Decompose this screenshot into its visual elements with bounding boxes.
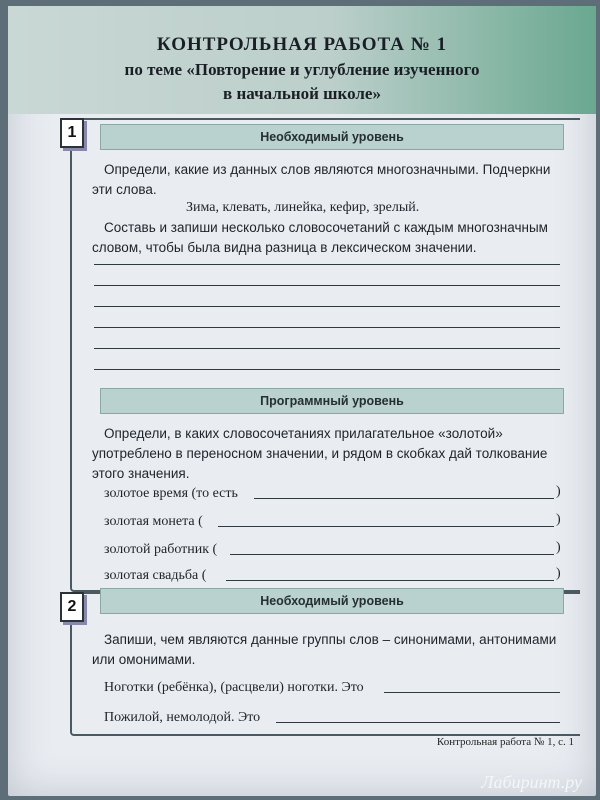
task1-level-program: Программный уровень: [100, 388, 564, 414]
task2-level-basic: Необходимый уровень: [100, 588, 564, 614]
answer-line[interactable]: [254, 498, 554, 499]
task2-line2: Пожилой, немолодой. Это: [104, 710, 261, 725]
title-band: [8, 6, 596, 114]
answer-line[interactable]: [94, 348, 560, 349]
task1-instruction: Определи, какие из данных слов являются многозначными. Подчеркни эти слова.: [92, 162, 551, 197]
phrase-golden-worker: золотой работник (: [104, 542, 218, 557]
page-subtitle-line1: по теме «Повторение и углубление изученного: [124, 60, 480, 79]
answer-line[interactable]: [226, 580, 554, 581]
close-paren: ): [556, 484, 561, 499]
phrase-golden-wedding: золотая свадьба (: [104, 568, 207, 583]
answer-line[interactable]: [94, 264, 560, 265]
task1-words: Зима, клевать, линейка, кефир, зрелый.: [186, 200, 420, 215]
page-title: КОНТРОЛЬНАЯ РАБОТА № 1: [156, 34, 448, 55]
page-subtitle-line2: в начальной школе»: [223, 84, 381, 103]
close-paren: ): [556, 540, 561, 555]
workbook-page: [8, 6, 596, 796]
task1-level-basic: Необходимый уровень: [100, 124, 564, 150]
page-footer: Контрольная работа № 1, с. 1: [436, 736, 574, 748]
answer-line[interactable]: [230, 554, 554, 555]
task1-instruction3: Определи, в каких словосочетаниях прилагательное «золотой» употреблено в переносном значении, и рядом в скобках дай толкование этого значения.: [92, 426, 548, 481]
answer-line[interactable]: [94, 285, 560, 286]
answer-line[interactable]: [94, 306, 560, 307]
task1-number: 1: [60, 118, 84, 148]
task2-line1: Ноготки (ребёнка), (расцвели) ноготки. Это: [104, 680, 364, 695]
close-paren: ): [556, 566, 561, 581]
phrase-golden-time: золотое время (то есть: [104, 486, 238, 501]
task2-instruction: Запиши, чем являются данные группы слов – синонимами, антонимами или омонимами.: [92, 632, 557, 667]
answer-line[interactable]: [276, 722, 560, 723]
phrase-golden-coin: золотая монета (: [104, 514, 203, 529]
watermark: Лабиринт.ру: [481, 772, 582, 792]
task2-number: 2: [60, 592, 84, 622]
answer-line[interactable]: [384, 692, 560, 693]
close-paren: ): [556, 512, 561, 527]
answer-line[interactable]: [94, 327, 560, 328]
answer-line[interactable]: [94, 369, 560, 370]
task1-instruction2: Составь и запиши несколько словосочетаний с каждым многозначным словом, чтобы была видна разница в лексическом значении.: [92, 220, 548, 255]
answer-line[interactable]: [218, 526, 554, 527]
